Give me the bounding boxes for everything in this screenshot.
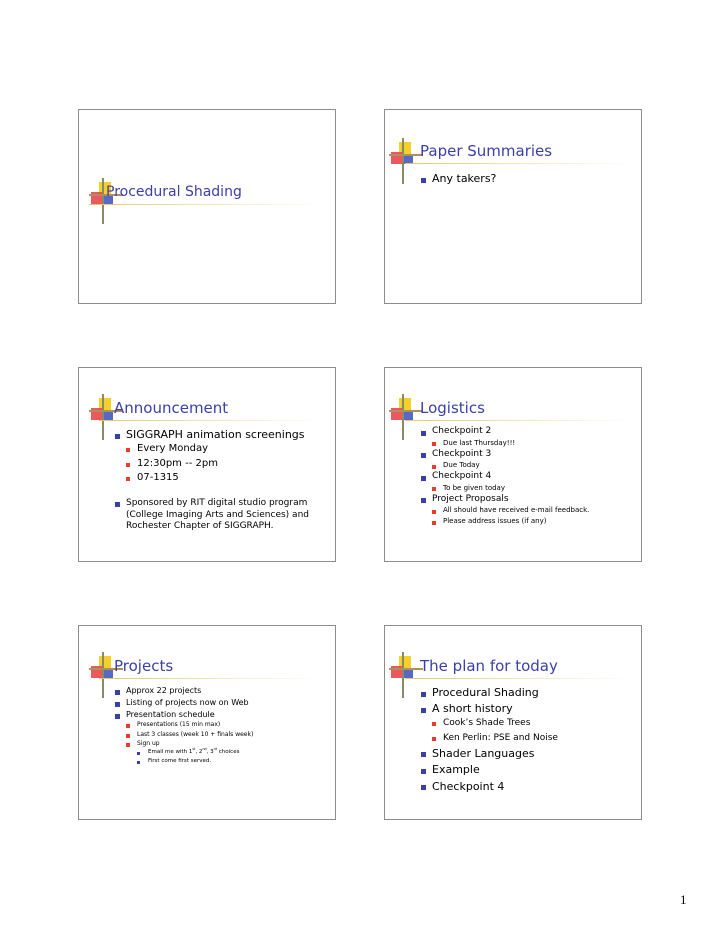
- item-text: , 2: [195, 749, 203, 756]
- list-item: Presentation schedule: [115, 710, 331, 720]
- item-text: , 3: [206, 749, 214, 756]
- slide-plan-for-today: [384, 625, 642, 820]
- list-item: Shader Languages: [421, 747, 637, 760]
- slide-title: The plan for today: [420, 657, 558, 675]
- list-item: Every Monday: [126, 443, 331, 455]
- list-item: First come first served.: [137, 758, 331, 765]
- list-item: 07-1315: [126, 472, 331, 484]
- list-item: Due Today: [432, 461, 637, 470]
- title-rule: [99, 678, 325, 679]
- list-item: SIGGRAPH animation screenings: [115, 428, 331, 441]
- list-item: Please address issues (if any): [432, 517, 637, 526]
- bullet-list: [115, 428, 331, 533]
- list-item: Approx 22 projects: [115, 686, 331, 696]
- list-item: All should have received e-mail feedback.: [432, 506, 637, 515]
- list-item: Checkpoint 4: [421, 780, 637, 793]
- bullet-list: [421, 172, 637, 185]
- list-item: Procedural Shading: [421, 686, 637, 699]
- slide-logo-icon: [389, 652, 423, 698]
- title-rule: [405, 420, 631, 421]
- slide-logistics: [384, 367, 642, 562]
- title-rule: [405, 678, 631, 679]
- title-rule: [405, 163, 631, 164]
- list-item: Ken Perlin: PSE and Noise: [432, 733, 637, 744]
- bullet-list: [421, 426, 637, 526]
- title-rule: [89, 204, 325, 205]
- item-text: Email me with 1: [148, 749, 193, 756]
- slide-logo-icon: [389, 138, 423, 184]
- slide-title: Paper Summaries: [420, 142, 553, 160]
- list-item: Project Proposals: [421, 494, 637, 505]
- ordinal-suffix: nd: [202, 747, 207, 752]
- list-item: Sign up: [126, 740, 331, 747]
- list-item: Presentations (15 min max): [126, 721, 331, 728]
- slide-projects: [78, 625, 336, 820]
- list-item: Last 3 classes (week 10 + finals week): [126, 731, 331, 738]
- slide-title: Projects: [114, 657, 174, 675]
- list-item: [115, 498, 331, 533]
- list-item: Checkpoint 3: [421, 449, 637, 460]
- slide-title: Announcement: [114, 399, 229, 417]
- slide-announcement: [78, 367, 336, 562]
- item-line: Sponsored by RIT digital studio program: [126, 497, 308, 508]
- slide-title: Procedural Shading: [106, 184, 242, 200]
- item-line: Rochester Chapter of SIGGRAPH.: [126, 521, 274, 532]
- ordinal-suffix: rd: [213, 747, 218, 752]
- list-item: Example: [421, 763, 637, 776]
- slide-paper-summaries: [384, 109, 642, 304]
- slide-procedural-shading: [78, 109, 336, 304]
- item-line: (College Imaging Arts and Sciences) and: [126, 509, 309, 520]
- list-item: Listing of projects now on Web: [115, 698, 331, 708]
- slide-title: Logistics: [420, 399, 485, 417]
- bullet-list: [421, 686, 637, 793]
- list-item: Any takers?: [421, 172, 637, 185]
- list-item: 12:30pm -- 2pm: [126, 458, 331, 470]
- list-item: Cook’s Shade Trees: [432, 718, 637, 729]
- list-item: Checkpoint 4: [421, 471, 637, 482]
- title-rule: [99, 420, 325, 421]
- list-item: Checkpoint 2: [421, 426, 637, 437]
- slide-logo-icon: [389, 394, 423, 440]
- list-item: Due last Thursday!!!: [432, 439, 637, 448]
- list-item: A short history: [421, 702, 637, 715]
- item-text: choices: [217, 749, 240, 756]
- page-number: 1: [680, 892, 687, 907]
- list-item: [137, 749, 331, 756]
- list-item: To be given today: [432, 484, 637, 493]
- bullet-list: [115, 686, 331, 765]
- ordinal-suffix: st: [192, 747, 196, 752]
